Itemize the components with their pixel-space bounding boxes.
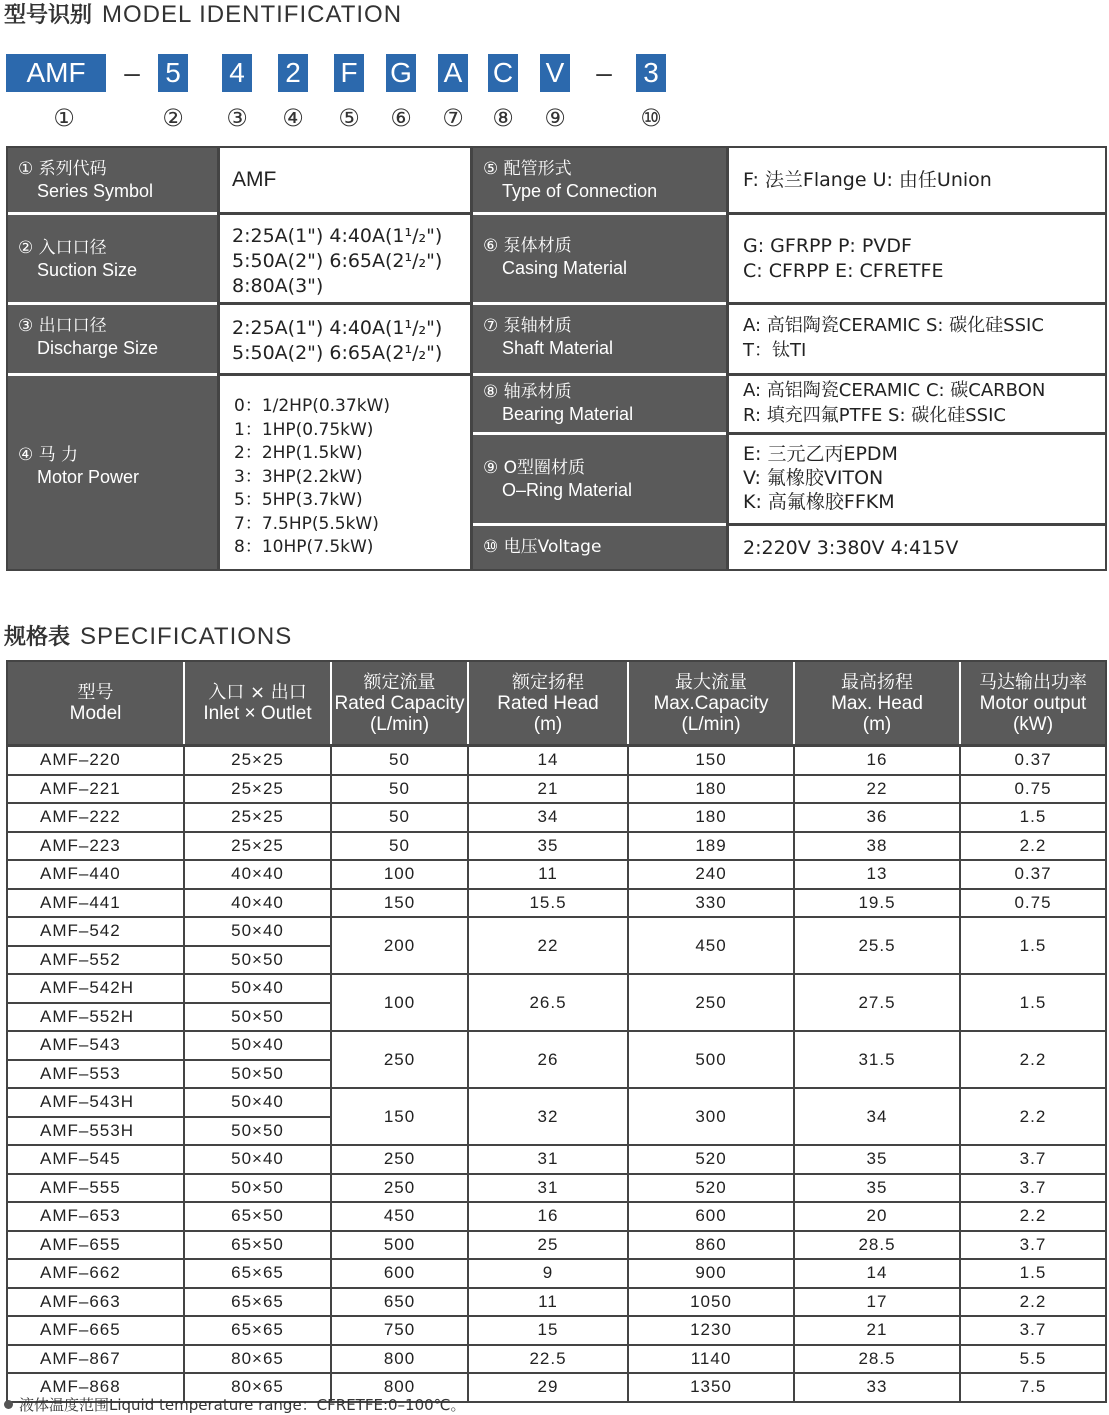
footnote-text: 液体温度范围Liquid temperature range：CFRETFE:0–100℃。 [19,1396,466,1414]
table-cell: 13 [794,860,960,889]
table-cell: AMF–223 [8,832,184,861]
table-row [8,1031,1105,1060]
table-row [8,775,1105,804]
table-row [8,1145,1105,1174]
table-cell: AMF–440 [8,860,184,889]
label-cn: ⑩ 电压Voltage [483,537,602,557]
table-cell: 500 [628,1031,794,1088]
table-cell: 200 [331,917,468,974]
table-cell: 5.5 [960,1345,1105,1374]
table-cell: 25.5 [794,917,960,974]
column-header-cn: 型号 [77,682,114,703]
value-line: 2:25A(1") 4:40A(1¹/₂") [232,317,443,339]
table-cell: 450 [628,917,794,974]
column-header-cn: 额定流量 [363,671,436,693]
table-cell: 1230 [628,1316,794,1345]
title-cn: 型号识别 [4,3,93,28]
column-header-unit: (L/min) [681,713,741,735]
table-cell: 35 [468,832,628,861]
value-voltage [729,536,1105,569]
table-cell: AMF–665 [8,1316,184,1345]
label-en: Motor Power [37,467,140,487]
table-row [8,974,1105,1003]
table-cell: 22.5 [468,1345,628,1374]
code-segment-shaft: A [438,54,468,92]
table-cell: AMF–542 [8,917,184,946]
table-cell: 180 [628,775,794,804]
column-header [628,662,794,746]
footnote [4,1394,466,1415]
table-row [8,832,1105,861]
label-en: Discharge Size [37,338,159,358]
label-cn: ③ 出口口径 [18,316,107,336]
table-cell: 150 [628,746,794,775]
table-cell: 50×50 [184,946,331,975]
table-cell: 14 [468,746,628,775]
table-cell: 50×50 [184,1003,331,1032]
column-header-en: Motor output [979,692,1087,714]
table-cell: 65×65 [184,1259,331,1288]
table-cell: 50×40 [184,917,331,946]
table-row [8,1202,1105,1231]
label-motor [8,376,217,569]
value-line: A: 高铝陶瓷CERAMIC C: 碳CARBON [743,380,1046,401]
table-row [8,917,1105,946]
table-cell: 900 [628,1259,794,1288]
table-cell: 16 [468,1202,628,1231]
table-row [8,1231,1105,1260]
table-row [8,889,1105,918]
value-line: E: 三元乙丙EPDM [743,443,898,465]
table-cell: 35 [794,1145,960,1174]
specifications-title [4,620,292,651]
value-line: V: 氟橡胶VITON [743,467,884,489]
label-cn: ⑨ O型圈材质 [483,458,586,478]
column-header-cn: 马达输出功率 [979,671,1087,693]
table-cell: 1050 [628,1288,794,1317]
value-connection [729,148,1105,212]
column-header-cn: 最高扬程 [841,671,913,693]
table-cell: AMF–220 [8,746,184,775]
table-cell: 0.75 [960,889,1105,918]
table-cell: 1.5 [960,917,1105,974]
table-cell: AMF–543 [8,1031,184,1060]
table-cell: 520 [628,1174,794,1203]
table-cell: 21 [468,775,628,804]
table-cell: 25×25 [184,803,331,832]
column-header-unit: (m) [862,713,892,735]
grid-divider [220,302,470,305]
label-cn: ⑦ 泵轴材质 [483,316,572,336]
value-line: F: 法兰Flange U: 由任Union [743,169,992,191]
table-cell: AMF–553 [8,1060,184,1089]
table-cell: 800 [331,1345,468,1374]
table-cell: 33 [794,1373,960,1401]
value-line: A: 高铝陶瓷CERAMIC S: 碳化硅SSIC [743,315,1044,336]
label-en: Suction Size [37,260,138,280]
column-header-unit: (L/min) [369,713,430,735]
code-number: ⑤ [338,104,360,132]
table-cell: 50×50 [184,1060,331,1089]
value-motor [220,379,470,569]
table-cell: 31 [468,1145,628,1174]
table-cell: 100 [331,860,468,889]
value-line: G: GFRPP P: PVDF [743,235,912,257]
model-code-row [0,54,1109,144]
label-connection [473,148,726,212]
table-cell: 450 [331,1202,468,1231]
table-cell: AMF–662 [8,1259,184,1288]
table-cell: 0.37 [960,746,1105,775]
column-header-unit: (m) [533,713,563,735]
table-cell: 250 [331,1031,468,1088]
table-row [8,1174,1105,1203]
value-line: 5:50A(2") 6:65A(2¹/₂") [232,250,443,272]
table-cell: 50×50 [184,1117,331,1146]
model-identification-title [4,0,402,29]
table-row [8,1288,1105,1317]
table-cell: 0.37 [960,860,1105,889]
table-cell: AMF–222 [8,803,184,832]
bullet-icon [4,1400,13,1409]
table-cell: 50 [331,832,468,861]
value-line: K: 高氟橡胶FFKM [743,491,895,513]
title-cn: 规格表 [4,625,71,650]
value-line: 2:220V 3:380V 4:415V [743,537,959,559]
table-cell: 80×65 [184,1345,331,1374]
table-cell: 50×40 [184,1031,331,1060]
table-cell: AMF–543H [8,1088,184,1117]
value-line: R: 填充四氟PTFE S: 碳化硅SSIC [743,405,1006,426]
table-cell: 100 [331,974,468,1031]
code-segment-connection: F [334,54,364,92]
grid-divider [729,373,1105,376]
code-segment-series: AMF [6,54,106,92]
title-en: MODEL IDENTIFICATION [102,1,403,28]
table-row [8,1316,1105,1345]
table-cell: AMF–553H [8,1117,184,1146]
table-cell: 14 [794,1259,960,1288]
code-number: ⑥ [390,104,412,132]
table-cell: 50 [331,746,468,775]
label-en: Bearing Material [502,404,634,424]
table-cell: 27.5 [794,974,960,1031]
label-en: Series Symbol [37,181,154,201]
table-cell: 50×40 [184,974,331,1003]
code-segment-casing: G [386,54,416,92]
specifications-table [6,660,1107,1403]
table-cell: 800 [331,1373,468,1401]
value-line: 2:25A(1") 4:40A(1¹/₂") [232,225,443,247]
table-cell: AMF–441 [8,889,184,918]
column-header-cn: 入口 × 出口 [208,682,307,703]
table-cell: 15.5 [468,889,628,918]
label-shaft [473,305,726,373]
table-cell: AMF–867 [8,1345,184,1374]
table-cell: 50×40 [184,1088,331,1117]
table-cell: 250 [331,1174,468,1203]
label-en: Casing Material [502,258,628,278]
value-line: C: CFRPP E: CFRETFE [743,260,944,282]
table-cell: 300 [628,1088,794,1145]
code-segment-motor: 2 [278,54,308,92]
table-cell: 3.7 [960,1174,1105,1203]
table-cell: 50×50 [184,1174,331,1203]
value-suction [220,218,470,302]
table-cell: AMF–545 [8,1145,184,1174]
table-header-row [8,662,1105,746]
table-cell: 1.5 [960,1259,1105,1288]
table-cell: 34 [794,1088,960,1145]
label-casing [473,215,726,302]
table-cell: 28.5 [794,1231,960,1260]
table-cell: 2.2 [960,1288,1105,1317]
table-cell: 650 [331,1288,468,1317]
code-number: ⑨ [544,104,566,132]
table-cell: 520 [628,1145,794,1174]
table-cell: 1350 [628,1373,794,1401]
label-cn: ② 入口口径 [18,238,107,258]
table-cell: 1140 [628,1345,794,1374]
column-header-en: Max.Capacity [653,692,769,714]
table-row [8,1088,1105,1117]
code-number: ④ [282,104,304,132]
label-discharge [8,305,217,373]
value-line: 2：2HP(1.5kW) [234,443,363,463]
grid-divider [470,148,473,569]
table-cell: 31 [468,1174,628,1203]
code-segment-voltage: 3 [636,54,666,92]
table-row [8,1259,1105,1288]
table-cell: 20 [794,1202,960,1231]
table-cell: 2.2 [960,1031,1105,1088]
table-cell: 40×40 [184,889,331,918]
table-cell: 50×40 [184,1145,331,1174]
table-cell: 40×40 [184,860,331,889]
value-line: 0：1/2HP(0.37kW) [234,396,390,416]
label-cn: ⑥ 泵体材质 [483,236,572,256]
value-shaft [729,313,1105,373]
table-cell: 29 [468,1373,628,1401]
table-row [8,860,1105,889]
table-cell: AMF–552H [8,1003,184,1032]
code-dash: – [596,57,612,88]
table-cell: 65×50 [184,1231,331,1260]
code-dash: – [124,57,140,88]
table-cell: 38 [794,832,960,861]
table-cell: 240 [628,860,794,889]
table-cell: 19.5 [794,889,960,918]
table-cell: 16 [794,746,960,775]
value-bearing [729,378,1105,432]
label-cn: ① 系列代码 [18,159,107,179]
table-cell: 189 [628,832,794,861]
table-cell: 1.5 [960,974,1105,1031]
table-cell: 17 [794,1288,960,1317]
label-cn: ⑤ 配管形式 [483,159,572,179]
column-header [960,662,1105,746]
column-header [8,662,184,746]
table-cell: 35 [794,1174,960,1203]
value-line: 8：10HP(7.5kW) [234,537,374,557]
code-number: ② [162,104,184,132]
table-cell: 28.5 [794,1345,960,1374]
table-cell: 32 [468,1088,628,1145]
table-body [8,746,1105,1401]
table-cell: 31.5 [794,1031,960,1088]
value-line: 3：3HP(2.2kW) [234,466,363,487]
table-cell: 500 [331,1231,468,1260]
code-number: ① [53,104,75,132]
table-cell: 50 [331,775,468,804]
table-cell: 26.5 [468,974,628,1031]
value-line: 7：7.5HP(5.5kW) [234,513,379,534]
grid-divider [729,523,1105,526]
table-cell: AMF–655 [8,1231,184,1260]
table-cell: AMF–221 [8,775,184,804]
value-oring [729,442,1105,523]
code-segment-discharge: 4 [222,54,252,92]
table-cell: 2.2 [960,1088,1105,1145]
table-cell: AMF–555 [8,1174,184,1203]
table-cell: 150 [331,889,468,918]
code-segment-oring: V [540,54,570,92]
column-header-cn: 额定扬程 [512,671,584,693]
code-number: ③ [226,104,248,132]
column-header [468,662,628,746]
table-cell: 11 [468,1288,628,1317]
table-cell: 600 [628,1202,794,1231]
table-cell: AMF–552 [8,946,184,975]
table-cell: 65×50 [184,1202,331,1231]
label-oring [473,435,726,523]
table-cell: 7.5 [960,1373,1105,1401]
label-en: Shaft Material [502,338,614,358]
grid-divider [729,302,1105,305]
column-header [794,662,960,746]
table-cell: 22 [794,775,960,804]
table-cell: 250 [628,974,794,1031]
table-cell: 0.75 [960,775,1105,804]
table-cell: 9 [468,1259,628,1288]
code-segment-suction: 5 [158,54,188,92]
column-header-cn: 最大流量 [675,671,747,693]
value-line: 8:80A(3") [232,275,324,297]
value-casing [729,234,1105,302]
table-cell: 750 [331,1316,468,1345]
code-number: ⑧ [492,104,514,132]
table-cell: AMF–653 [8,1202,184,1231]
table-row [8,1345,1105,1374]
grid-divider [729,432,1105,435]
column-header-en: Inlet × Outlet [203,703,312,724]
title-en: SPECIFICATIONS [80,623,293,650]
column-header-en: Rated Capacity [334,692,465,714]
table-cell: 3.7 [960,1231,1105,1260]
table-cell: 36 [794,803,960,832]
table-cell: 15 [468,1316,628,1345]
table-cell: 150 [331,1088,468,1145]
label-series [8,148,217,212]
table-cell: 26 [468,1031,628,1088]
table-cell: 65×65 [184,1288,331,1317]
table-cell: 2.2 [960,1202,1105,1231]
label-suction [8,215,217,302]
table-cell: 2.2 [960,832,1105,861]
table-cell: 25×25 [184,746,331,775]
code-number: ⑦ [442,104,464,132]
value-line: 5：5HP(3.7kW) [234,490,363,510]
table-cell: 330 [628,889,794,918]
table-cell: AMF–868 [8,1373,184,1401]
value-series: AMF [232,168,277,191]
grid-divider [220,373,470,376]
column-header-unit: (kW) [1012,713,1054,735]
table-cell: 1.5 [960,803,1105,832]
table-cell: 25 [468,1231,628,1260]
table-cell: 860 [628,1231,794,1260]
value-line: T：钛TI [743,340,807,361]
grid-divider [220,212,470,215]
table-cell: 34 [468,803,628,832]
code-segment-bearing: C [488,54,518,92]
label-en: O–Ring Material [502,480,633,500]
value-line: 5:50A(2") 6:65A(2¹/₂") [232,342,443,364]
grid-divider [729,212,1105,215]
table-cell: AMF–542H [8,974,184,1003]
table-cell: 3.7 [960,1145,1105,1174]
table-cell: AMF–663 [8,1288,184,1317]
column-header [331,662,468,746]
value-discharge [220,308,470,373]
code-number: ⑩ [640,104,662,132]
table-cell: 21 [794,1316,960,1345]
table-cell: 25×25 [184,832,331,861]
table-cell: 22 [468,917,628,974]
table-cell: 80×65 [184,1373,331,1401]
label-en: Type of Connection [502,181,658,201]
table-row [8,803,1105,832]
column-header-en: Model [69,703,122,724]
table-cell: 11 [468,860,628,889]
label-voltage [473,526,726,569]
column-header-en: Rated Head [497,692,599,714]
label-bearing [473,376,726,432]
label-cn: ⑧ 轴承材质 [483,382,572,402]
table-cell: 3.7 [960,1316,1105,1345]
table-cell: 25×25 [184,775,331,804]
table-row [8,746,1105,775]
column-header-en: Max. Head [831,692,923,714]
table-cell: 250 [331,1145,468,1174]
table-cell: 50 [331,803,468,832]
table-cell: 600 [331,1259,468,1288]
column-header [184,662,331,746]
value-line: 1：1HP(0.75kW) [234,419,374,440]
label-cn: ④ 马 力 [18,445,79,465]
table-cell: 65×65 [184,1316,331,1345]
table-cell: 180 [628,803,794,832]
identification-grid [6,146,1107,571]
